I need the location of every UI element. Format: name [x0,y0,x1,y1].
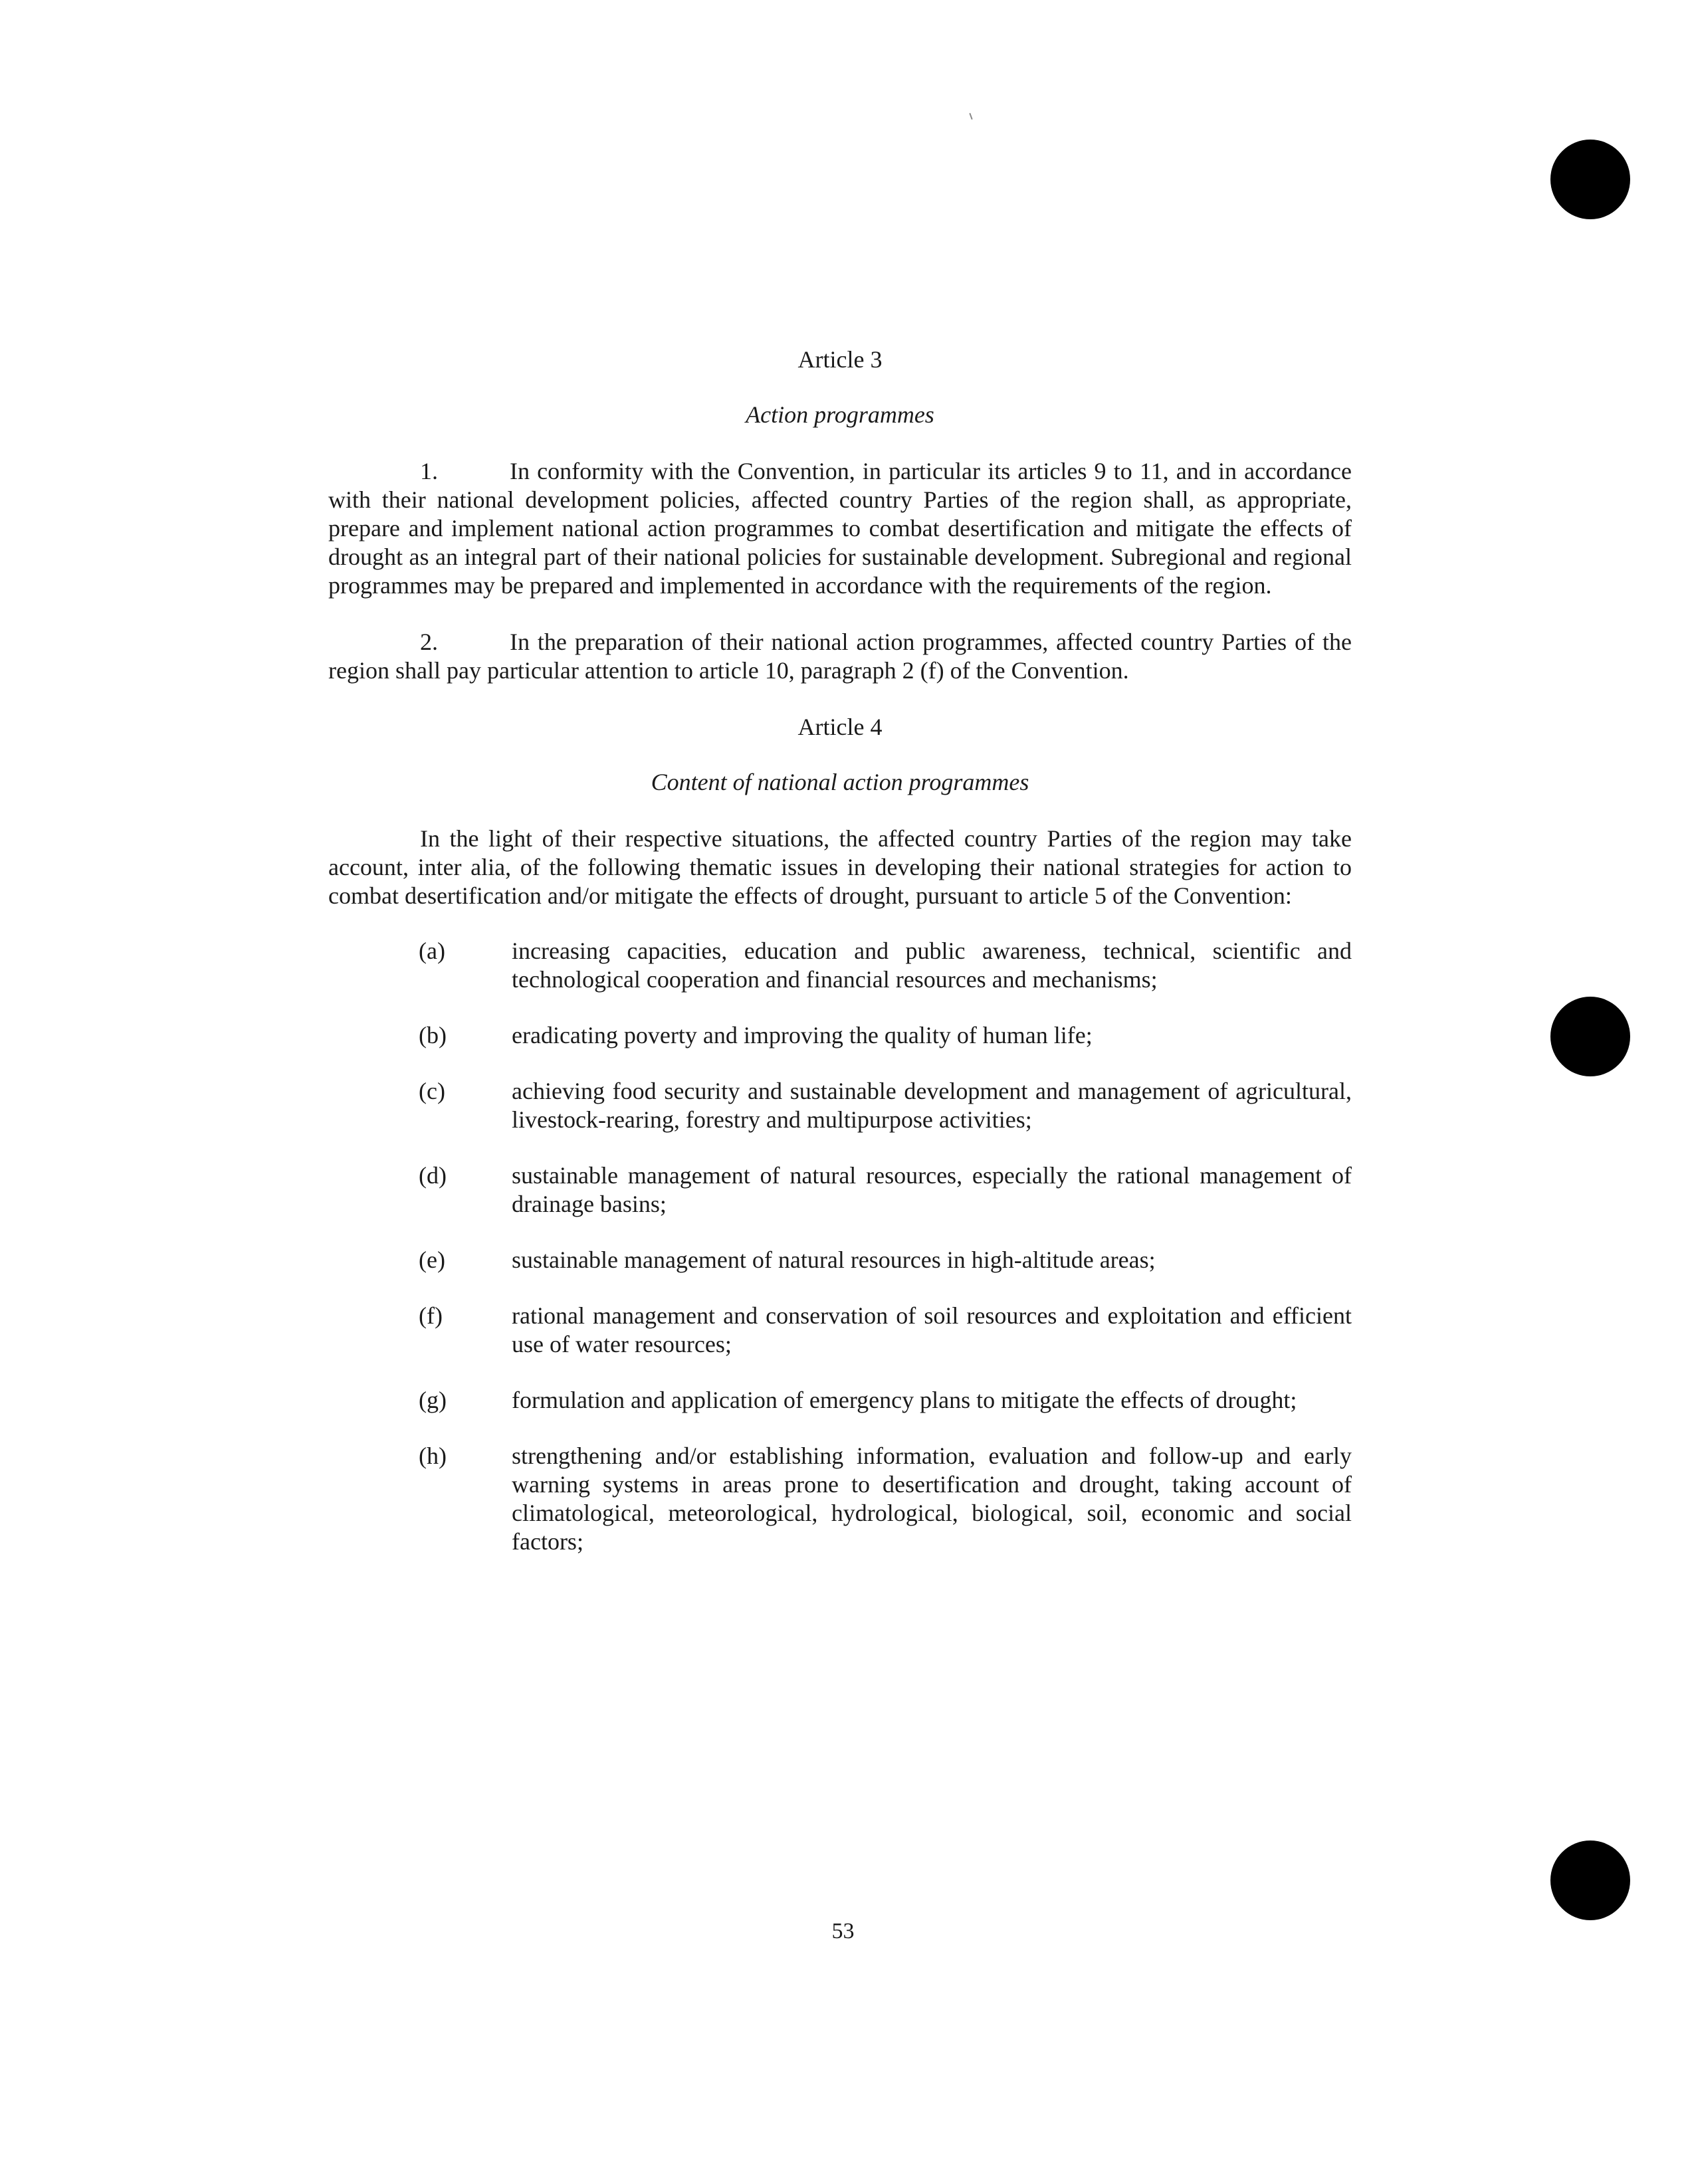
article-4-subtitle: Content of national action programmes [651,769,1029,795]
article-3-paragraph-2 [328,628,1352,685]
list-item-text: increasing capacities, education and public awareness, technical, scientific and technological cooperation and financial resources and mechanisms; [512,938,1352,993]
list-item [328,1302,1352,1359]
paragraph-text: In conformity with the Convention, in particular its articles 9 to 11, and in accordance with their national development policies, affected country Parties of the region shall, as appropriate, prepare and implement national action programmes to combat desertification and mitigate the effects of drought as an integral part of their national policies for sustainable development. Subregional and regional programmes may be prepared and implemented in accordance with the requirements of the region. [328,458,1352,599]
list-item-label: (h) [419,1442,447,1469]
list-item-label: (g) [419,1387,447,1413]
list-item [328,1021,1352,1050]
article-3-paragraph-1 [328,457,1352,600]
list-item-label: (e) [419,1246,445,1273]
article-4-intro: In the light of their respective situations, the affected country Parties of the region may take account, inter alia, of the following thematic issues in developing their national strategies for action to combat desertification and/or mitigate the effects of drought, pursuant to article 5 of the Convention: [328,825,1352,909]
paragraph-number: 2. [420,629,438,655]
list-item-label: (b) [419,1022,447,1048]
list-item [328,1077,1352,1134]
list-item-text: formulation and application of emergency plans to mitigate the effects of drought; [512,1387,1297,1413]
list-item-text: rational management and conservation of soil resources and exploitation and efficient use of water resources; [512,1302,1352,1357]
punch-hole [1550,997,1630,1076]
punch-hole [1550,1840,1630,1920]
article-4-heading: Article 4 [797,714,883,740]
list-item-text: sustainable management of natural resources in high-altitude areas; [512,1246,1156,1273]
paragraph-number: 1. [420,458,438,484]
article-3-heading: Article 3 [797,346,883,373]
page-number: 53 [831,1919,855,1943]
punch-hole [1550,140,1630,219]
list-item [328,1386,1352,1415]
list-item-label: (d) [419,1162,447,1189]
list-item [328,1161,1352,1219]
document-body [328,346,1352,1583]
thematic-issues-list [328,937,1352,1556]
list-item-label: (a) [419,938,445,964]
list-item-text: achieving food security and sustainable development and management of agricultural, livestock-rearing, forestry and multipurpose activities; [512,1078,1352,1133]
list-item-text: eradicating poverty and improving the quality of human life; [512,1022,1093,1048]
list-item [328,937,1352,994]
list-item-label: (f) [419,1302,443,1329]
paragraph-text: In the preparation of their national action programmes, affected country Parties of the region shall pay particular attention to article 10, paragraph 2 (f) of the Convention. [328,629,1352,684]
list-item [328,1442,1352,1556]
list-item [328,1246,1352,1274]
article-3-subtitle: Action programmes [746,401,934,428]
list-item-label: (c) [419,1078,445,1104]
list-item-text: strengthening and/or establishing information, evaluation and follow-up and early warning systems in areas prone to desertification and drought, taking account of climatological, meteorological, hydrological, biological, soil, economic and social factors; [512,1442,1352,1555]
list-item-text: sustainable management of natural resources, especially the rational management of drainage basins; [512,1162,1352,1217]
scan-speck [969,113,972,120]
